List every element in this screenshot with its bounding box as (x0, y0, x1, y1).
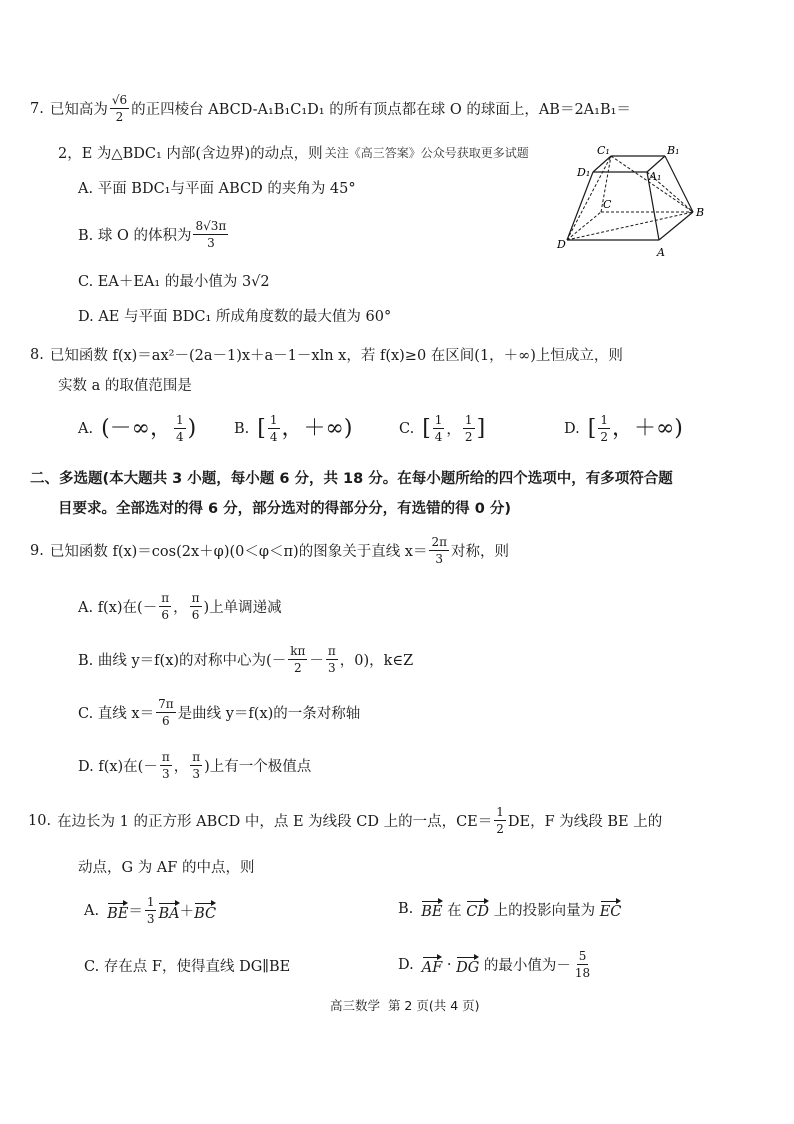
section2-heading-text-2: 目要求。全部选对的得 6 分，部分选对的得部分分，有选错的得 0 分) (58, 501, 511, 517)
label-D1: D₁ (577, 166, 591, 179)
q7-option-b-num: 8√3π (195, 219, 227, 233)
q8-option-d-left: [ (587, 415, 597, 441)
q8-option-b-label: B. (234, 420, 250, 437)
q10-option-c (84, 955, 290, 976)
q10-number: 10. (28, 812, 52, 829)
q9-stem (30, 536, 509, 565)
q9-option-d-fraction-2 (190, 751, 202, 780)
q9-option-d-fraction-1 (160, 751, 172, 780)
q7-number: 7. (30, 100, 44, 117)
q9-option-d-den2: 3 (192, 767, 200, 781)
label-A: A (657, 246, 665, 259)
q9-stem-fraction (429, 536, 449, 565)
q8-option-a-right: ) (187, 415, 197, 441)
q7-stem-text-2: 2，E 为△BDC₁ 内部(含边界)的动点，则 (58, 146, 323, 162)
q8-option-b-fraction (268, 414, 280, 443)
q10-option-d-fraction (573, 950, 592, 979)
q7-watermark-note: 关注《高三答案》公众号获取更多试题 (324, 146, 529, 160)
q10-stem-text-a: 在边长为 1 的正方形 ABCD 中，点 E 为线段 CD 上的一点，CE＝ (57, 814, 493, 830)
q9-option-c-text-a: C. 直线 x＝ (78, 706, 155, 722)
q9-option-b (78, 645, 413, 674)
q10-stem-text-2: 动点，G 为 AF 的中点，则 (78, 860, 255, 876)
q8-option-a-num: 1 (176, 413, 184, 427)
q9-option-d-den1: 3 (161, 767, 170, 781)
q9-option-a-den2: 6 (191, 608, 200, 622)
q10-option-a-num: 1 (146, 895, 155, 909)
q10-option-c-text: C. 存在点 F，使得直线 DG∥BE (84, 959, 291, 975)
q8-option-c-fraction-2 (463, 414, 475, 443)
q7-height-den: 2 (115, 110, 124, 124)
q9-option-b-den1: 2 (293, 661, 302, 675)
q10-option-d-den: 18 (574, 966, 591, 980)
q9-option-b-text-a: B. 曲线 y＝f(x)的对称中心为(－ (78, 653, 287, 669)
q8-option-c-num2: 1 (464, 413, 473, 427)
q9-option-b-fraction-1 (288, 645, 307, 674)
q9-option-b-text-b: ，0)，k∈Z (339, 653, 414, 669)
q10-option-b-vector-be: BE (421, 898, 442, 920)
q10-option-a-vector-be: BE (107, 900, 128, 922)
q9-option-a-sep: ， (173, 600, 188, 616)
q10-option-a (84, 896, 216, 925)
q10-option-d (398, 950, 594, 979)
label-C1: C₁ (597, 144, 610, 157)
q8-option-a-den: 4 (176, 430, 184, 444)
q7-option-c-text: C. EA＋EA₁ 的最小值为 3√2 (78, 274, 270, 290)
q8-option-b-den: 4 (269, 430, 278, 444)
q7-option-a (78, 177, 356, 198)
q10-stem-line1 (28, 806, 662, 835)
q7-stem-text-a: 已知高为 (49, 102, 108, 118)
q9-option-c (78, 698, 360, 727)
q8-option-c-den1: 4 (434, 430, 443, 444)
q7-height-fraction (110, 94, 129, 123)
q10-option-a-plus: ＋ (179, 904, 195, 920)
q9-option-a-num2: π (191, 591, 200, 605)
q8-number: 8. (30, 346, 44, 363)
q10-option-b-label: B. (398, 901, 414, 917)
q10-stem-fraction (494, 806, 506, 835)
q9-option-a-text-a: A. f(x)在(－ (78, 600, 158, 616)
q8-option-c-sep: ， (446, 422, 461, 438)
q10-option-d-mid: 的最小值为－ (479, 958, 571, 974)
q10-stem-line2 (78, 856, 254, 877)
q10-option-d-vector-af: AF (422, 954, 443, 976)
q9-option-a-fraction-2 (190, 592, 202, 621)
label-A1: A₁ (649, 170, 662, 183)
q9-option-c-num: 7π (158, 697, 174, 711)
q9-option-a-den1: 6 (161, 608, 169, 622)
q9-option-d-text-a: D. f(x)在(－ (78, 759, 158, 775)
q8-stem-text-2: 实数 a 的取值范围是 (58, 378, 192, 394)
q9-option-b-mid: － (309, 653, 324, 669)
label-C: C (603, 198, 612, 211)
q9-option-d-num2: π (192, 750, 201, 764)
q7-option-b-text: B. 球 O 的体积为 (78, 228, 192, 244)
q10-option-b-mid: 在 (442, 902, 467, 919)
q10-stem-num: 1 (496, 805, 504, 819)
q9-option-d (78, 751, 311, 780)
q9-option-b-num1: kπ (290, 644, 306, 658)
section2-heading-line2 (58, 497, 511, 518)
edge-D1C1 (593, 156, 611, 172)
q9-option-d-text-b: )上有一个极值点 (204, 759, 312, 775)
q8-option-a-fraction (174, 414, 186, 443)
label-D: D (557, 238, 566, 251)
q8-option-b (234, 414, 352, 443)
q10-option-d-label: D. (398, 956, 414, 973)
q8-option-c-label: C. (399, 420, 415, 437)
label-B1: B₁ (667, 144, 680, 157)
q9-option-a-num1: π (161, 591, 170, 605)
q8-option-b-right: ，＋∞) (281, 415, 353, 441)
edge-BB1 (665, 156, 693, 212)
q7-option-b-fraction (193, 220, 228, 249)
q8-option-c-num1: 1 (434, 413, 443, 427)
q9-stem-den: 3 (435, 552, 444, 566)
q7-option-c (78, 270, 270, 291)
q8-option-d (564, 414, 683, 443)
q9-option-c-fraction (156, 698, 176, 727)
frustum-figure (555, 140, 715, 265)
q9-number: 9. (30, 542, 44, 559)
q7-stem-line2 (58, 142, 529, 163)
q10-option-b (398, 898, 621, 920)
q10-option-b-vector-ec: EC (600, 898, 622, 920)
q10-option-a-fraction (145, 896, 157, 925)
q8-option-c (399, 414, 485, 443)
q8-option-c-fraction-1 (433, 414, 445, 443)
q7-option-b (78, 220, 230, 249)
q10-option-d-vector-dg: DG (456, 954, 479, 976)
q9-option-a-text-b: )上单调递减 (203, 600, 282, 616)
q8-option-d-num: 1 (600, 413, 608, 427)
q9-option-b-den2: 3 (328, 661, 336, 675)
q10-option-d-dot: · (442, 956, 457, 973)
q8-option-a (78, 414, 196, 443)
q7-option-d (78, 305, 391, 326)
q9-option-b-fraction-2 (326, 645, 338, 674)
q10-option-b-mid2: 上的投影向量为 (488, 902, 600, 919)
q8-option-d-fraction (598, 414, 610, 443)
q10-option-a-label: A. (84, 902, 100, 919)
q10-option-a-eq: ＝ (128, 904, 143, 920)
q10-stem-den: 2 (496, 822, 504, 836)
q9-option-c-den: 6 (162, 714, 170, 728)
q9-option-d-sep: ， (173, 759, 189, 775)
q9-option-a-fraction-1 (159, 592, 171, 621)
label-B: B (696, 206, 705, 219)
q10-option-a-den: 3 (146, 912, 155, 926)
q9-stem-text-b: 对称，则 (451, 544, 510, 560)
q9-stem-num: 2π (431, 535, 448, 549)
q8-option-d-label: D. (564, 420, 580, 437)
q8-option-c-left: [ (422, 415, 431, 441)
q10-stem-text-b: DE，F 为线段 BE 上的 (507, 814, 663, 830)
q9-option-a (78, 592, 282, 621)
q8-stem-text-1: 已知函数 f(x)＝ax²－(2a－1)x＋a－1－xln x，若 f(x)≥0 在区间(1，＋∞)上恒成立，则 (49, 348, 623, 364)
q7-height-num: √6 (111, 93, 128, 107)
q9-option-d-num1: π (161, 750, 170, 764)
q8-stem-line2 (58, 374, 192, 395)
q10-option-a-vector-bc: BC (194, 900, 216, 922)
edge-DB (567, 212, 693, 240)
q7-stem-text-b: 的正四棱台 ABCD-A₁B₁C₁D₁ 的所有顶点都在球 O 的球面上，AB＝2A₁B₁＝ (131, 102, 631, 118)
q7-option-a-text: A. 平面 BDC₁与平面 ABCD 的夹角为 45° (78, 181, 356, 197)
q9-option-c-text-b: 是曲线 y＝f(x)的一条对称轴 (177, 706, 361, 722)
q9-stem-text-a: 已知函数 f(x)＝cos(2x＋φ)(0＜φ＜π)的图象关于直线 x＝ (49, 544, 428, 560)
q10-option-d-num: 5 (578, 949, 587, 963)
section2-heading-line1 (30, 467, 673, 488)
page-footer: 高三数学 第 2 页(共 4 页) (330, 998, 480, 1013)
q8-option-a-left: (－∞， (101, 415, 173, 441)
q7-option-b-den: 3 (207, 236, 215, 250)
q10-option-a-vector-ba: BA (158, 900, 179, 922)
q10-option-b-vector-cd: CD (466, 898, 489, 920)
q8-option-c-den2: 2 (464, 430, 473, 444)
q7-option-d-text: D. AE 与平面 BDC₁ 所成角度数的最大值为 60° (78, 309, 392, 325)
q8-option-a-label: A. (78, 420, 94, 437)
section2-heading-text-1: 二、多选题(本大题共 3 小题，每小题 6 分，共 18 分。在每小题所给的四个选项中，有多项符合题 (30, 471, 673, 487)
q8-stem-line1 (30, 344, 623, 365)
q8-option-d-den: 2 (600, 430, 608, 444)
q9-option-b-num2: π (327, 644, 336, 658)
q8-option-d-right: ，＋∞) (611, 415, 683, 441)
q7-stem-line1 (30, 94, 631, 123)
q8-option-c-right: ] (476, 415, 486, 441)
q8-option-b-num: 1 (269, 413, 278, 427)
q8-option-b-left: [ (257, 415, 266, 441)
